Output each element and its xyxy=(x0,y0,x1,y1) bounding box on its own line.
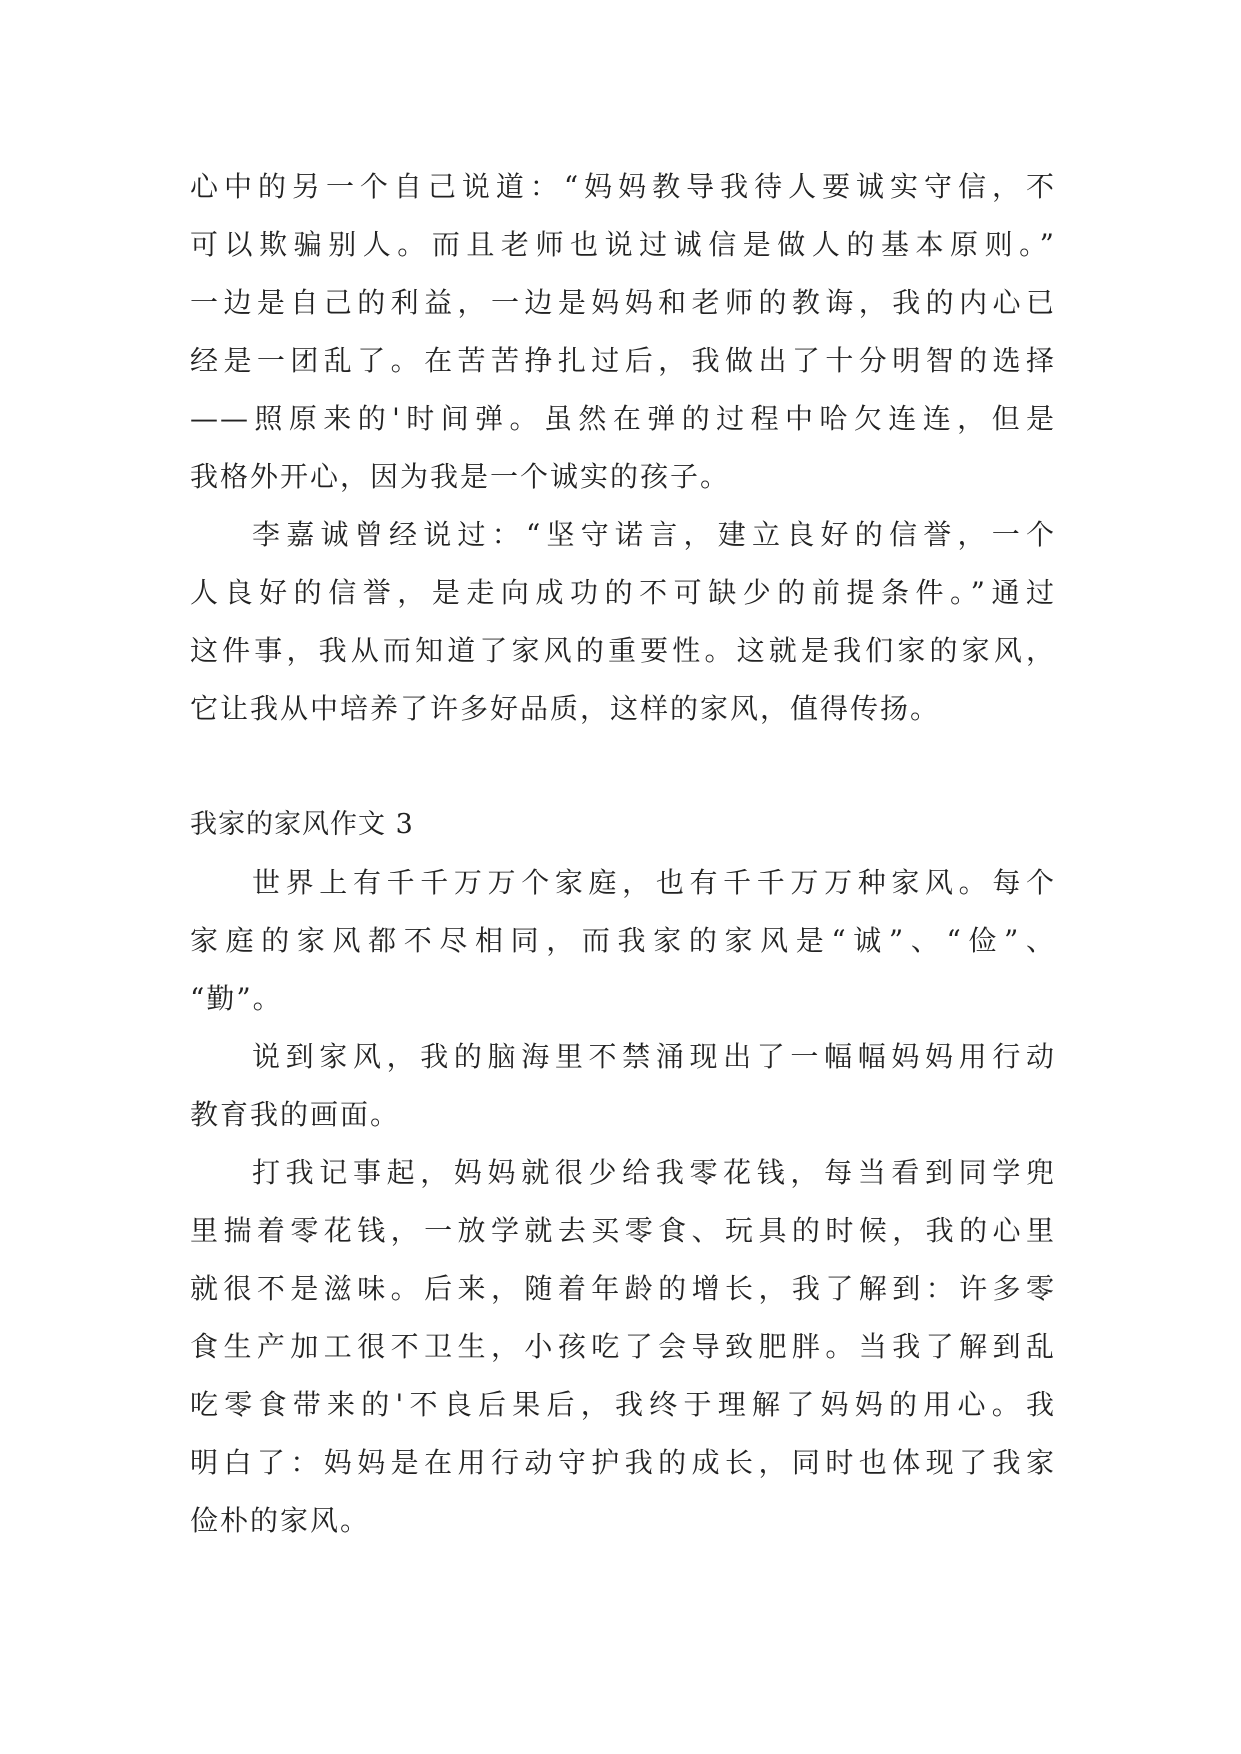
text-line: “勤”。 xyxy=(190,982,283,1015)
text-line: 心中的另一个自己说道：“妈妈教导我待人要诚实守信，不 xyxy=(190,170,1056,203)
paragraph-memory xyxy=(190,1028,1056,1144)
paragraph-intro xyxy=(190,854,1056,1028)
paragraph-story xyxy=(190,1144,1056,1550)
section-spacer xyxy=(190,738,1056,796)
text-line: 可以欺骗别人。而且老师也说过诚信是做人的基本原则。” xyxy=(190,228,1056,261)
document-body xyxy=(190,158,1056,1550)
text-line: 吃零食带来的'不良后果后，我终于理解了妈妈的用心。我 xyxy=(190,1388,1056,1421)
text-line: 它让我从中培养了许多好品质，这样的家风，值得传扬。 xyxy=(190,692,941,725)
text-line: 李嘉诚曾经说过：“坚守诺言，建立良好的信誉，一个 xyxy=(252,518,1056,551)
paragraph-continuation xyxy=(190,158,1056,506)
text-line: 人良好的信誉，是走向成功的不可缺少的前提条件。”通过 xyxy=(190,576,1056,609)
text-line: 打我记事起，妈妈就很少给我零花钱，每当看到同学兜 xyxy=(252,1156,1056,1189)
text-line: 经是一团乱了。在苦苦挣扎过后，我做出了十分明智的选择 xyxy=(190,344,1056,377)
text-line: 世界上有千千万万个家庭，也有千千万万种家风。每个 xyxy=(252,866,1056,899)
text-line: 说到家风，我的脑海里不禁涌现出了一幅幅妈妈用行动 xyxy=(252,1040,1056,1073)
text-line: 家庭的家风都不尽相同，而我家的家风是“诚”、“俭”、 xyxy=(190,924,1056,957)
text-line: 明白了：妈妈是在用行动守护我的成长，同时也体现了我家 xyxy=(190,1446,1056,1479)
text-line: 就很不是滋味。后来，随着年龄的增长，我了解到：许多零 xyxy=(190,1272,1056,1305)
text-line: 这件事，我从而知道了家风的重要性。这就是我们家的家风， xyxy=(190,634,1056,667)
text-line: 教育我的画面。 xyxy=(190,1098,401,1131)
text-line: 食生产加工很不卫生，小孩吃了会导致肥胖。当我了解到乱 xyxy=(190,1330,1056,1363)
text-line: ——照原来的'时间弹。虽然在弹的过程中哈欠连连，但是 xyxy=(190,402,1056,435)
paragraph-conclusion xyxy=(190,506,1056,738)
text-line: 一边是自己的利益，一边是妈妈和老师的教诲，我的内心已 xyxy=(190,286,1056,319)
section-title: 我家的家风作文 3 xyxy=(190,809,414,840)
text-line: 我格外开心，因为我是一个诚实的孩子。 xyxy=(190,460,731,493)
text-line: 俭朴的家风。 xyxy=(190,1504,371,1537)
text-line: 里揣着零花钱，一放学就去买零食、玩具的时候，我的心里 xyxy=(190,1214,1056,1247)
